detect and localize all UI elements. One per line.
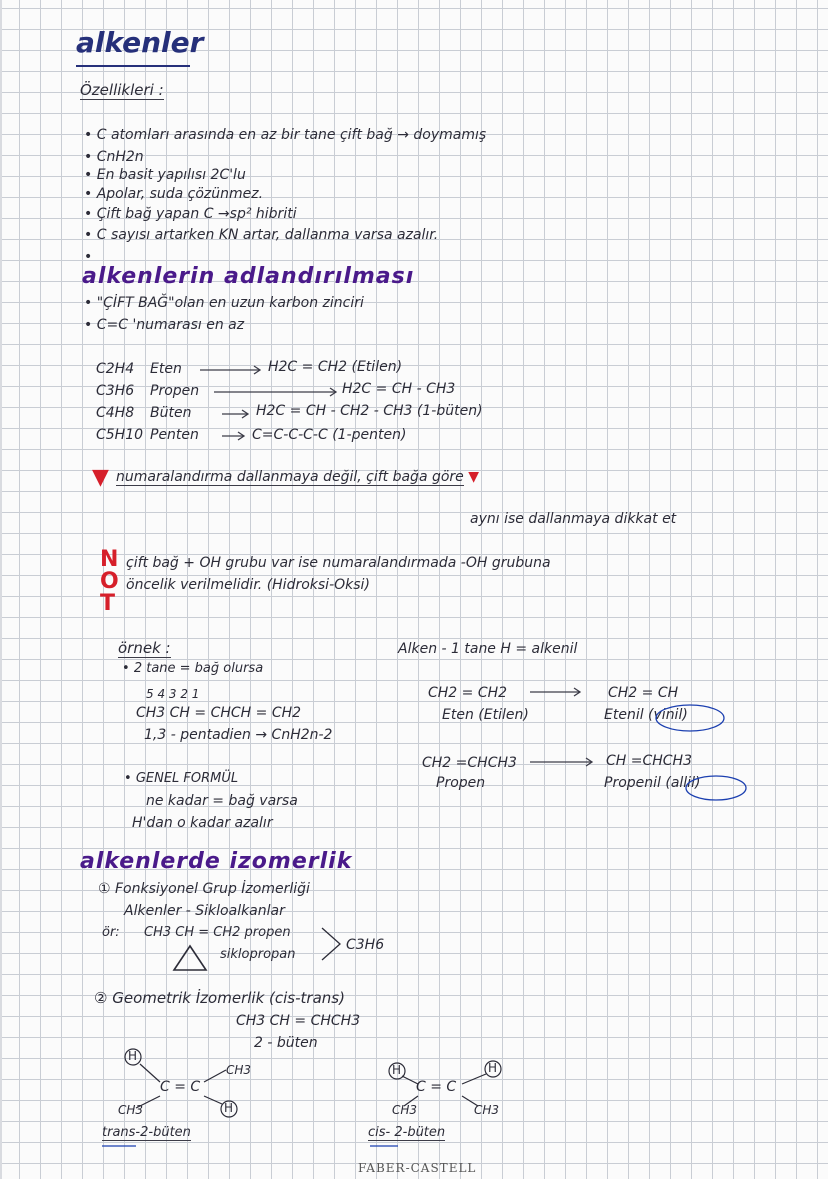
functional-example-label: ör:	[102, 925, 120, 940]
example-bullet: • 2 tane = bağ olursa	[122, 661, 264, 676]
functional-example-formula: CH3 CH = CH2 propen	[144, 925, 291, 940]
naming-heading: alkenlerin adlandırılması	[82, 264, 415, 289]
trans-label: trans-2-büten	[102, 1125, 191, 1140]
cis-atom-ch3: CH3	[474, 1103, 500, 1117]
bullet-mark: •	[84, 249, 93, 265]
example-formula: C3H6	[96, 383, 135, 399]
cis-double-bond: C = C	[416, 1079, 457, 1095]
example-name: 1,3 - pentadien → CnH2n-2	[144, 727, 333, 743]
functional-isomer-sub: Alkenler - Sikloalkanlar	[124, 903, 285, 919]
example-numbers: 5 4 3 2 1	[146, 687, 200, 701]
alkenyl-formula: CH =CHCH3	[606, 753, 692, 769]
general-formula-line: H'dan o kadar azalır	[132, 815, 273, 831]
property-item: • Çift bağ yapan C →sp² hibriti	[84, 206, 297, 222]
example-formula: CH3 CH = CHCH = CH2	[136, 705, 302, 721]
brand-logo: FABER-CASTELL	[358, 1161, 477, 1175]
note-line-2: öncelik verilmelidir. (Hidroksi-Oksi)	[126, 577, 370, 593]
general-formula-line: ne kadar = bağ varsa	[146, 793, 298, 809]
trans-atom-ch3: CH3	[118, 1103, 144, 1117]
example-name: Eten	[150, 361, 182, 377]
example-structure: H2C = CH - CH3	[342, 381, 456, 397]
alkenyl-name: Propenil (allil)	[604, 775, 701, 791]
property-item: • C atomları arasında en az bir tane çift bağ → doymamış	[84, 127, 487, 143]
note-letter-t: T	[100, 591, 116, 616]
geometric-name: 2 - büten	[254, 1035, 318, 1051]
note-letter-o: O	[100, 569, 119, 594]
example-name: Propen	[150, 383, 200, 399]
warning-text: numaralandırma dallanmaya değil, çift bağa göre ▼	[116, 469, 480, 485]
example-formula: C4H8	[96, 405, 135, 421]
properties-heading: Özellikleri :	[80, 81, 164, 99]
property-item: • Apolar, suda çözünmez.	[84, 186, 264, 202]
alkenyl-formula: CH2 =CHCH3	[422, 755, 517, 771]
property-item: • CnH2n	[84, 149, 144, 165]
property-item: • En basit yapılısı 2C'lu	[84, 167, 246, 183]
example-label: örnek :	[118, 639, 171, 657]
trans-atom-h: H	[128, 1049, 138, 1063]
example-formula: C5H10	[96, 427, 144, 443]
functional-example-result: C3H6	[346, 937, 385, 953]
functional-isomer-title: ① Fonksiyonel Grup İzomerliği	[98, 881, 310, 897]
geometric-isomer-title: ② Geometrik İzomerlik (cis-trans)	[94, 989, 345, 1007]
example-formula: C2H4	[96, 361, 135, 377]
general-formula-title: • GENEL FORMÜL	[124, 771, 239, 786]
note-line-1: çift bağ + OH grubu var ise numaralandırmada -OH grubuna	[126, 555, 551, 571]
alkenyl-name: Propen	[436, 775, 486, 791]
example-structure: H2C = CH - CH2 - CH3 (1-büten)	[256, 403, 483, 419]
isomerism-heading: alkenlerde izomerlik	[80, 849, 353, 874]
alkenyl-formula: CH2 = CH2	[428, 685, 508, 701]
trans-double-bond: C = C	[160, 1079, 201, 1095]
warning-sub-text: aynı ise dallanmaya dikkat et	[470, 511, 677, 527]
example-structure: H2C = CH2 (Etilen)	[268, 359, 403, 375]
trans-atom-h: H	[224, 1101, 234, 1115]
page-title: alkenler	[76, 26, 204, 59]
example-name: Penten	[150, 427, 199, 443]
example-name: Büten	[150, 405, 192, 421]
trans-atom-ch3: CH3	[226, 1063, 252, 1077]
warning-triangle-icon: ▼	[92, 465, 109, 490]
functional-example-cyclo: siklopropan	[220, 947, 296, 962]
naming-rule: • "ÇİFT BAĞ"olan en uzun karbon zinciri	[84, 295, 364, 311]
alkenyl-name: Eten (Etilen)	[442, 707, 529, 723]
alkenyl-name: Etenil (vinil)	[604, 707, 688, 723]
naming-rule: • C=C 'numarası en az	[84, 317, 245, 333]
cis-atom-h: H	[392, 1063, 402, 1077]
cis-label: cis- 2-büten	[368, 1125, 446, 1140]
geometric-formula: CH3 CH = CHCH3	[236, 1013, 361, 1029]
alkenyl-heading: Alken - 1 tane H = alkenil	[398, 641, 578, 657]
example-structure: C=C-C-C-C (1-penten)	[252, 427, 407, 443]
note-letter-n: N	[100, 547, 119, 572]
alkenyl-formula: CH2 = CH	[608, 685, 679, 701]
property-item: • C sayısı artarken KN artar, dallanma varsa azalır.	[84, 227, 439, 243]
cis-atom-ch3: CH3	[392, 1103, 418, 1117]
cis-atom-h: H	[488, 1061, 498, 1075]
